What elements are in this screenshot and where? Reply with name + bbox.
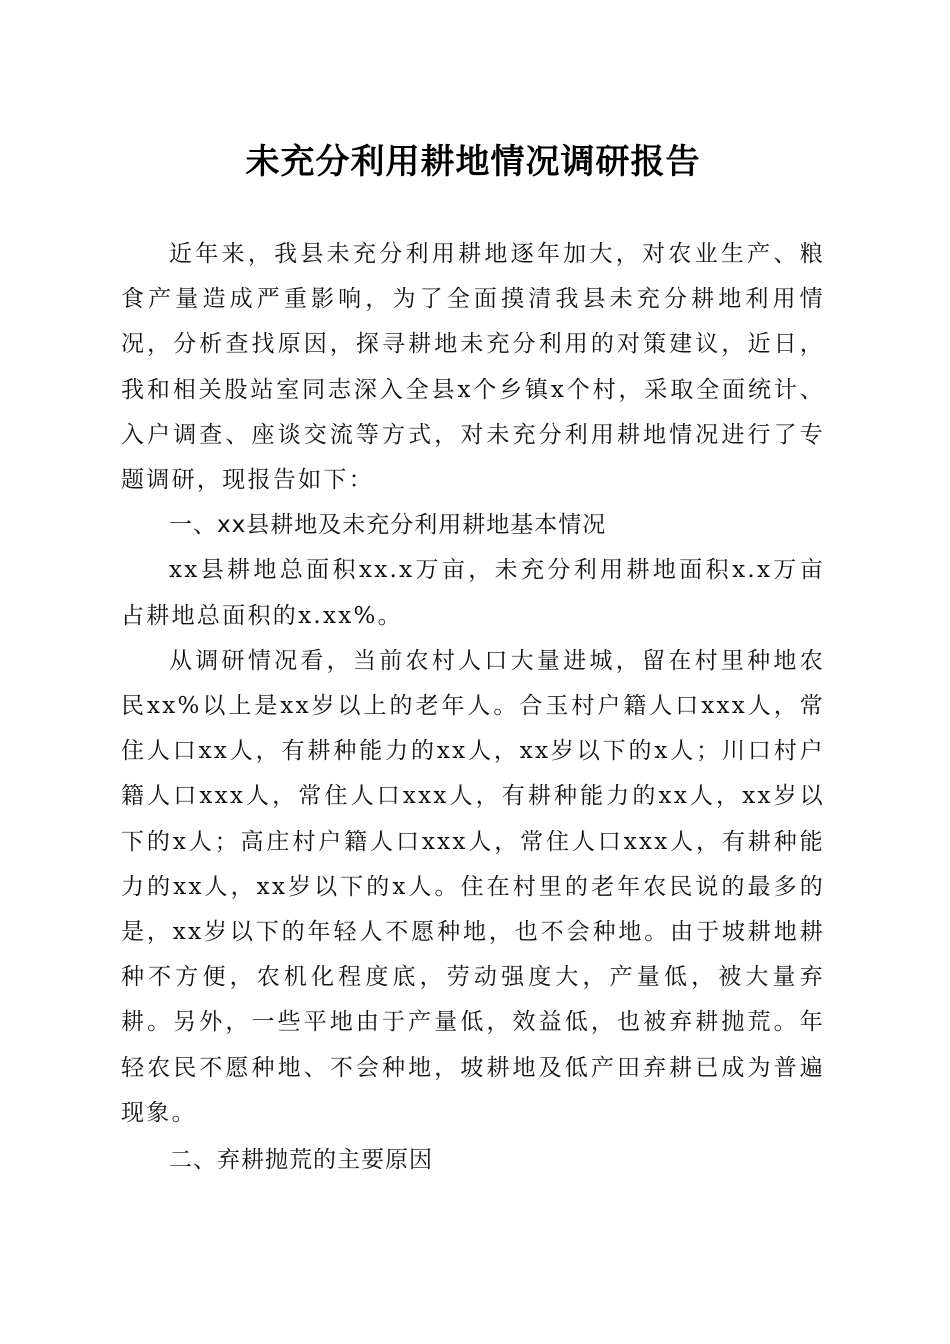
section-heading-1: 一、xx县耕地及未充分利用耕地基本情况 [169,512,607,539]
document-title: 未充分利用耕地情况调研报告 [245,142,701,182]
intro-paragraph: 近年来，我县未充分利用耕地逐年加大，对农业生产、粮食产量造成严重影响，为了全面摸清我县未充分耕地利用情况，分析查找原因，探寻耕地未充分利用的对策建议，近日，我和相关股站室同志深入全县x个乡镇x个村，采取全面统计、入户调查、座谈交流等方式，对未充分利用耕地情况进行了专题调研，现报告如下： [121,241,825,494]
survey-findings-paragraph: 从调研情况看，当前农村人口大量进城，留在村里种地农民xx%以上是xx岁以上的老年人。合玉村户籍人口xxx人，常住人口xx人，有耕种能力的xx人，xx岁以下的x人；川口村户籍人口xxx人，常住人口xxx人，有耕种能力的xx人，xx岁以下的x人；高庄村户籍人口xxx人，常住人口xxx人，有耕种能力的xx人，xx岁以下的x人。住在村里的老年农民说的最多的是，xx岁以下的年轻人不愿种地，也不会种地。由于坡耕地耕种不方便，农机化程度底，劳动强度大，产量低，被大量弃耕。另外，一些平地由于产量低，效益低，也被弃耕抛荒。年轻农民不愿种地、不会种地，坡耕地及低产田弃耕已成为普遍现象。 [121,647,825,1126]
section-heading-2: 二、弃耕抛荒的主要原因 [169,1147,433,1174]
document-content [121,140,825,1183]
document-body [121,232,825,1183]
farmland-area-paragraph: xx县耕地总面积xx.x万亩，未充分利用耕地面积x.x万亩占耕地总面积的x.xx%。 [121,557,825,629]
